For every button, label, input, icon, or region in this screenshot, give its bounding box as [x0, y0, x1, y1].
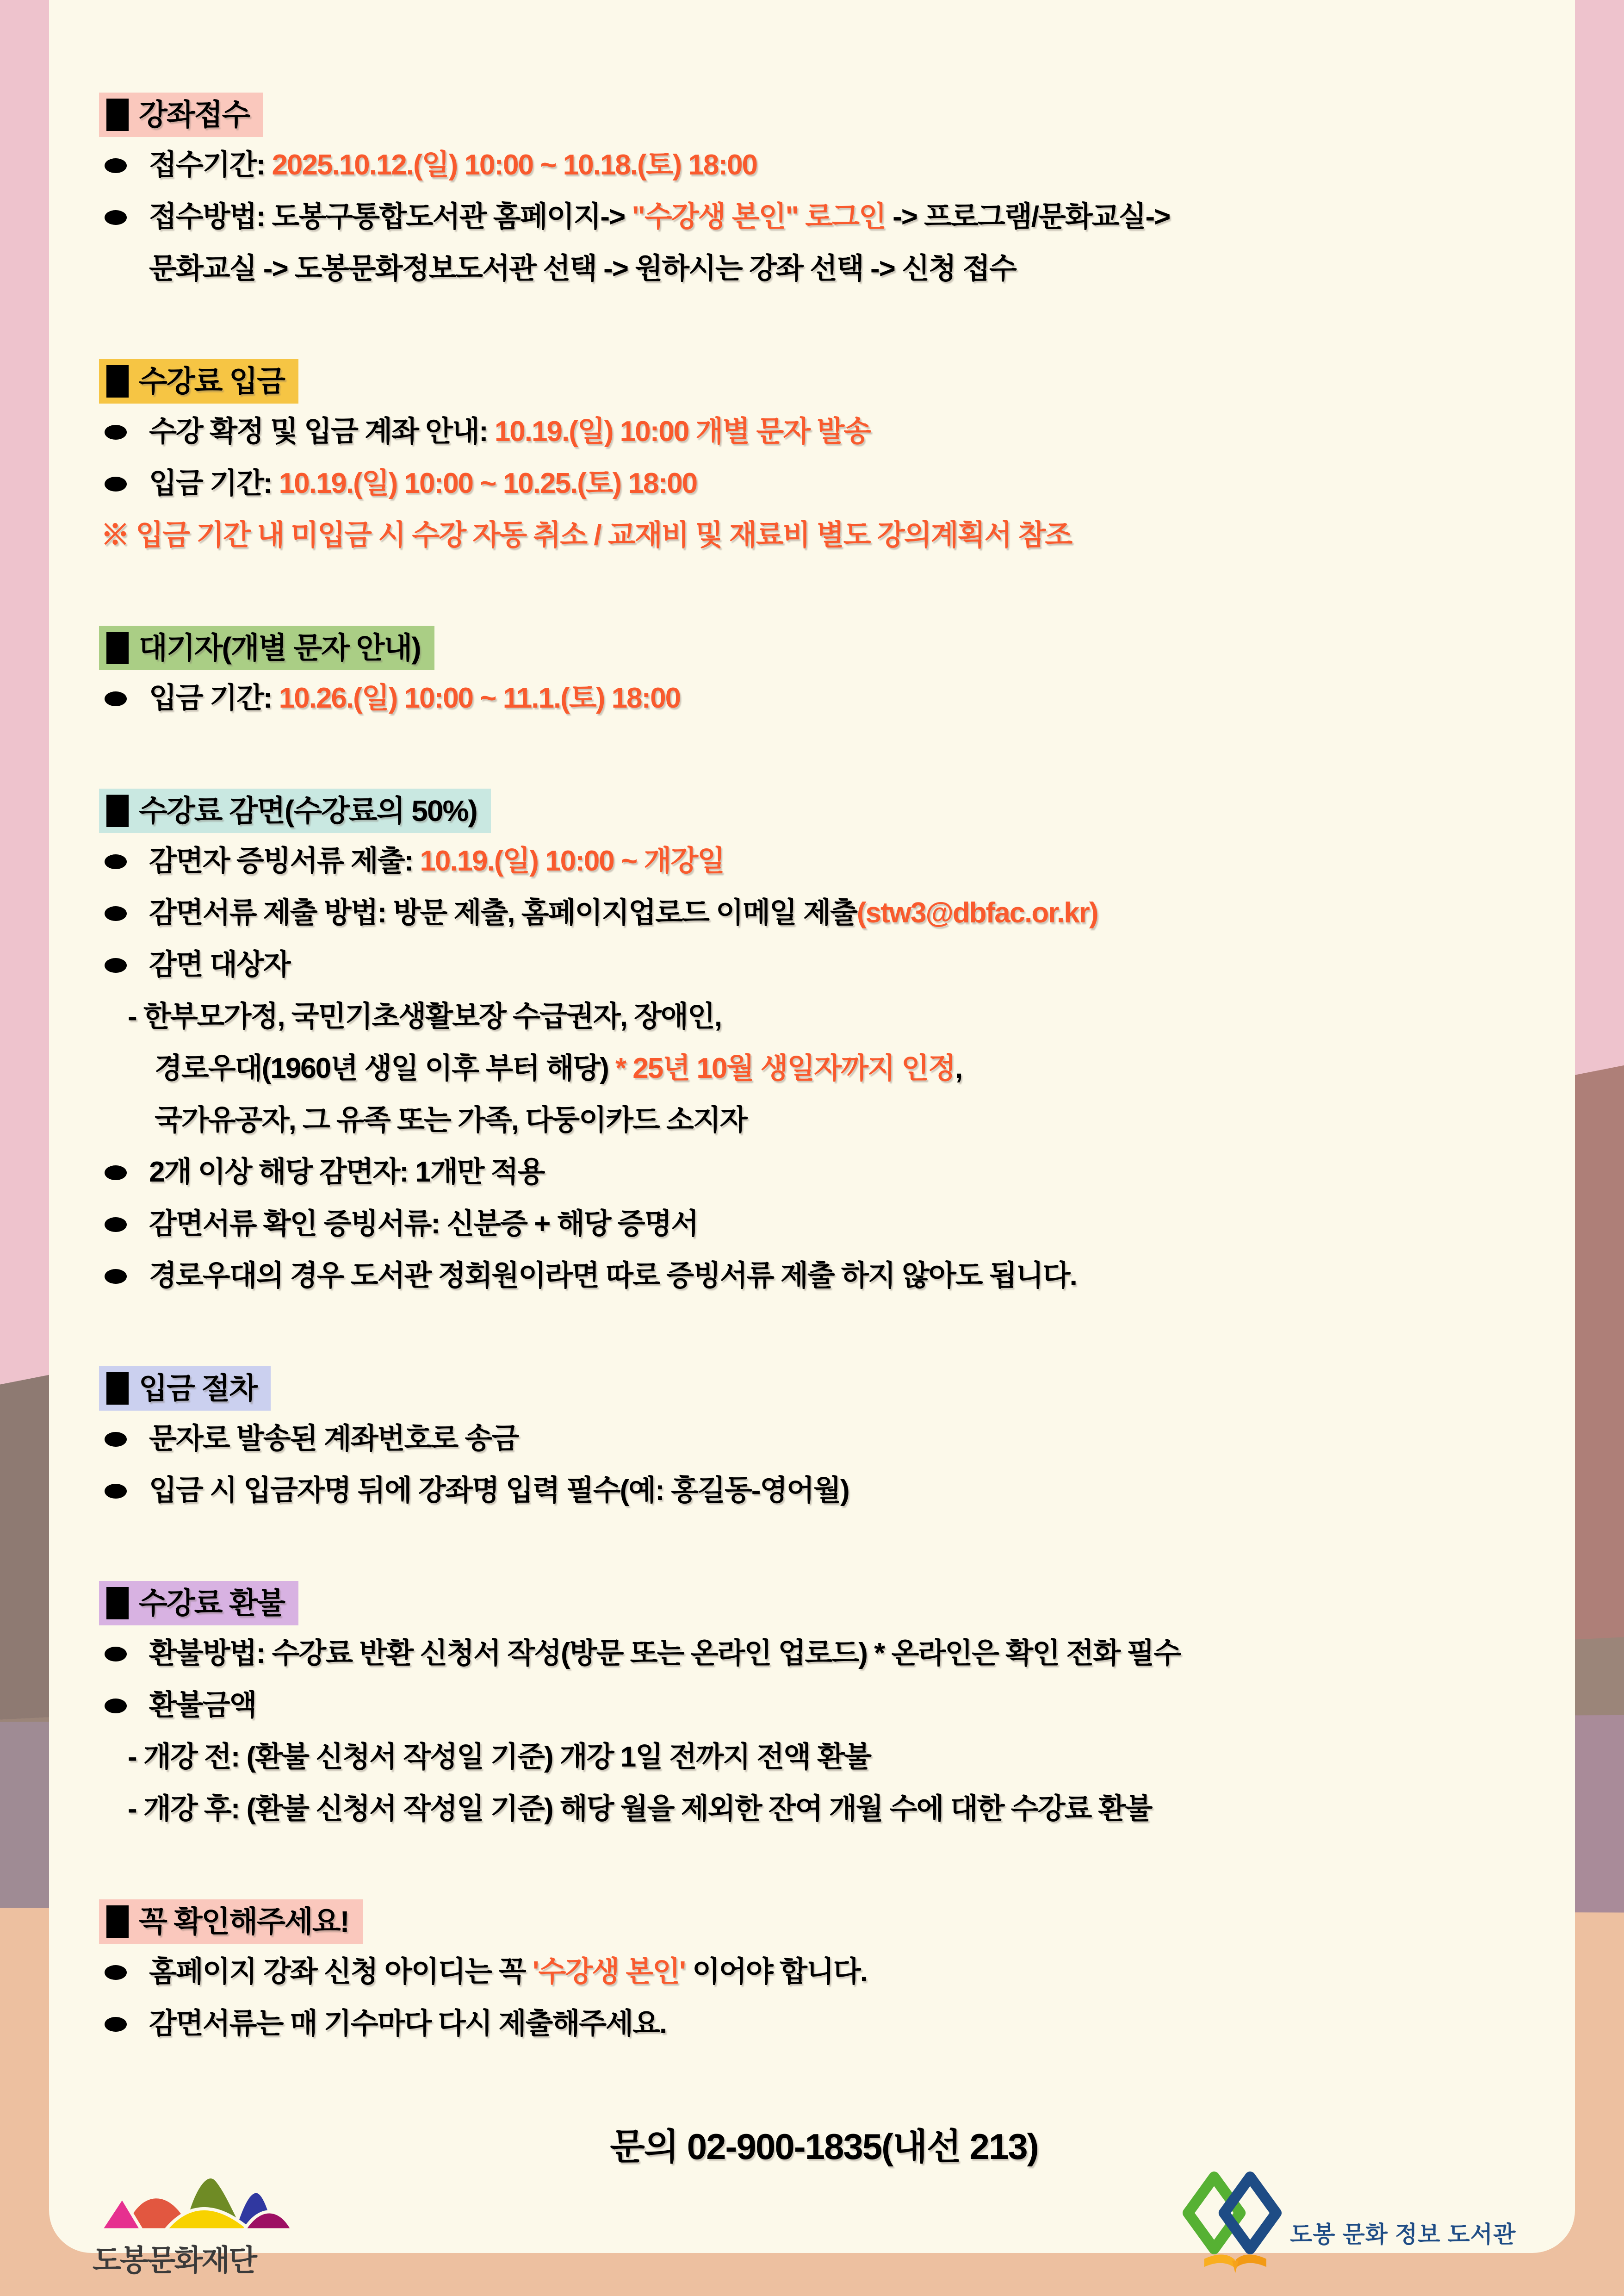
content-card [49, 0, 1575, 2253]
bullet-icon [105, 2017, 127, 2032]
list-item [99, 1156, 1549, 1188]
section-refund [99, 1581, 1549, 1825]
section-discount [99, 789, 1549, 1292]
section-discount-title [99, 789, 491, 833]
list-item [99, 897, 1549, 929]
section-marker-icon [106, 1587, 129, 1619]
list-item-text [149, 467, 1549, 500]
sub-list-item-continuation [155, 1104, 1549, 1137]
bullet-icon [105, 854, 127, 869]
list-item-text: 문자로 발송된 계좌번호로 송금 [149, 1423, 519, 1455]
text-segment-red: 10.19.(일) 10:00 ~ 10.25.(토) 18:00 [279, 467, 697, 499]
text-segment: , [955, 1052, 962, 1084]
bullet-icon [105, 906, 127, 921]
section-title-text: 입금 절차 [139, 1372, 257, 1405]
bullet-icon [105, 691, 127, 706]
list-item-text: - 한부모가정, 국민기초생활보장 수급권자, 장애인, [128, 1001, 722, 1033]
list-item-text [149, 1956, 1549, 1988]
text-segment-red: (stw3@dbfac.or.kr) [856, 897, 1098, 929]
bullet-icon [105, 477, 127, 492]
text-segment: -> 프로그램/문화교실-> [885, 201, 1170, 233]
list-item-text: 환불금액 [149, 1689, 256, 1721]
section-waitlist [99, 626, 1549, 715]
text-segment: 경로우대(1960년 생일 이후 부터 해당) [155, 1052, 615, 1084]
list-item-text [155, 1052, 1549, 1085]
list-item-continuation [149, 253, 1549, 285]
text-segment: 입금 기간: [149, 467, 279, 499]
section-marker-icon [106, 365, 129, 398]
foundation-logo-label: 도봉문화재단 [93, 2244, 256, 2277]
text-segment: 입금 기간: [149, 682, 279, 714]
bullet-icon [105, 1965, 127, 1980]
contact-phone: 문의 02-900-1835(내선 213) [610, 2126, 1038, 2167]
sub-list-item [128, 1793, 1549, 1825]
library-logo-label: 도봉 문화 정보 도서관 [1290, 2221, 1516, 2247]
list-item-text: 2개 이상 해당 감면자: 1개만 적용 [149, 1156, 545, 1188]
list-item [99, 1637, 1549, 1670]
list-item-text [149, 897, 1549, 929]
list-item [99, 1956, 1549, 1988]
bullet-icon [105, 1165, 127, 1180]
section-deposit-procedure-title [99, 1366, 271, 1411]
foundation-mountains-icon [97, 2164, 310, 2234]
section-title-text: 수강료 감면(수강료의 50%) [139, 794, 477, 828]
text-segment: 이어야 합니다. [685, 1956, 867, 1988]
section-deposit-procedure [99, 1366, 1549, 1507]
list-item-text: 감면서류 확인 증빙서류: 신분증 + 해당 증명서 [149, 1208, 698, 1240]
section-title-text: 수강료 환불 [139, 1587, 285, 1620]
list-item [99, 416, 1549, 448]
text-segment-red: 10.19.(일) 10:00 개별 문자 발송 [494, 416, 871, 448]
list-item-text: - 개강 후: (환불 신청서 작성일 기준) 해당 월을 제외한 잔여 개월 수에 대한 수강료 환불 [128, 1793, 1152, 1825]
section-waitlist-title [99, 626, 434, 670]
list-item [99, 949, 1549, 981]
list-item [99, 149, 1549, 181]
bullet-icon [105, 1484, 127, 1499]
list-item-text: 감면서류는 매 기수마다 다시 제출해주세요. [149, 2008, 667, 2040]
section-title-text: 수강료 입금 [139, 365, 285, 398]
text-segment: 접수방법: 도봉구통합도서관 홈페이지-> [149, 201, 632, 233]
list-item [99, 845, 1549, 877]
section-payment [99, 359, 1549, 552]
bullet-icon [105, 1269, 127, 1284]
section-important-check [99, 1899, 1549, 2040]
bullet-icon [105, 958, 127, 973]
section-marker-icon [106, 1372, 129, 1405]
section-title-text: 강좌접수 [139, 98, 250, 131]
list-item-text [149, 149, 1549, 181]
section-title-text: 꼭 확인해주세요! [139, 1905, 349, 1938]
text-segment: 홈페이지 강좌 신청 아이디는 꼭 [149, 1956, 533, 1988]
section-title-text: 대기자(개별 문자 안내) [139, 631, 421, 665]
section-important-check-title [99, 1899, 363, 1944]
text-segment: 감면자 증빙서류 제출: [149, 845, 420, 877]
list-item-text: - 개강 전: (환불 신청서 작성일 기준) 개강 1일 전까지 전액 환불 [128, 1741, 871, 1773]
text-segment-red: 10.19.(일) 10:00 ~ 개강일 [420, 845, 725, 877]
bullet-icon [105, 425, 127, 440]
text-segment: 감면서류 제출 방법: 방문 제출, 홈페이지업로드 이메일 제출 [149, 897, 857, 929]
bullet-icon [105, 1699, 127, 1713]
list-item-text [149, 201, 1549, 233]
list-item-text: 감면 대상자 [149, 949, 290, 981]
text-segment-red: '수강생 본인' [532, 1956, 685, 1988]
list-item [99, 1423, 1549, 1455]
list-item [99, 1260, 1549, 1292]
section-marker-icon [106, 795, 129, 827]
section-marker-icon [106, 1905, 129, 1938]
list-item [99, 682, 1549, 715]
section-registration-title [99, 93, 263, 137]
bullet-icon [105, 1432, 127, 1447]
text-segment-red: "수강생 본인" 로그인 [632, 201, 886, 233]
sub-list-item [128, 1001, 1549, 1033]
library-logo [1183, 2170, 1516, 2274]
text-segment: 접수기간: [149, 149, 272, 181]
list-item-text [149, 845, 1549, 877]
bullet-icon [105, 210, 127, 225]
list-item [99, 201, 1549, 233]
bullet-icon [105, 1647, 127, 1661]
bullet-icon [105, 1217, 127, 1232]
section-marker-icon [106, 99, 129, 131]
notice-warning-line [101, 519, 1549, 552]
section-registration [99, 93, 1549, 285]
list-item-text [149, 416, 1549, 448]
notice-content [49, 0, 1575, 2170]
bullet-icon [105, 158, 127, 173]
list-item-text: 문화교실 -> 도봉문화정보도서관 선택 -> 원하시는 강좌 선택 -> 신청 접수 [149, 253, 1016, 285]
dobong-foundation-logo [93, 2164, 315, 2279]
list-item-text: 입금 시 입금자명 뒤에 강좌명 입력 필수(예: 홍길동-영어월) [149, 1475, 849, 1506]
list-item-text [149, 682, 1549, 715]
library-mark-icon [1183, 2170, 1282, 2274]
list-item-text: 경로우대의 경우 도서관 정회원이라면 따로 증빙서류 제출 하지 않아도 됩니다. [149, 1260, 1077, 1292]
sub-list-item [128, 1741, 1549, 1773]
text-segment-red: 10.26.(일) 10:00 ~ 11.1.(토) 18:00 [279, 682, 681, 714]
list-item [99, 1689, 1549, 1722]
list-item [99, 1208, 1549, 1240]
list-item-text: 환불방법: 수강료 반환 신청서 작성(방문 또는 온라인 업로드) * 온라인은 확인 전화 필수 [149, 1637, 1181, 1669]
text-segment-red: 2025.10.12.(일) 10:00 ~ 10.18.(토) 18:00 [272, 149, 757, 181]
list-item [99, 2008, 1549, 2040]
sub-list-item-continuation [155, 1052, 1549, 1085]
text-segment-red: * 25년 10월 생일자까지 인정 [615, 1052, 955, 1084]
warning-text: ※ 입금 기간 내 미입금 시 수강 자동 취소 / 교재비 및 재료비 별도 강의계획서 참조 [101, 519, 1072, 551]
section-marker-icon [106, 632, 129, 664]
list-item [99, 467, 1549, 500]
list-item-text: 국가유공자, 그 유족 또는 가족, 다둥이카드 소지자 [155, 1104, 747, 1136]
text-segment: 수강 확정 및 입금 계좌 안내: [149, 416, 495, 448]
section-payment-title [99, 359, 298, 404]
list-item [99, 1475, 1549, 1507]
section-refund-title [99, 1581, 298, 1625]
